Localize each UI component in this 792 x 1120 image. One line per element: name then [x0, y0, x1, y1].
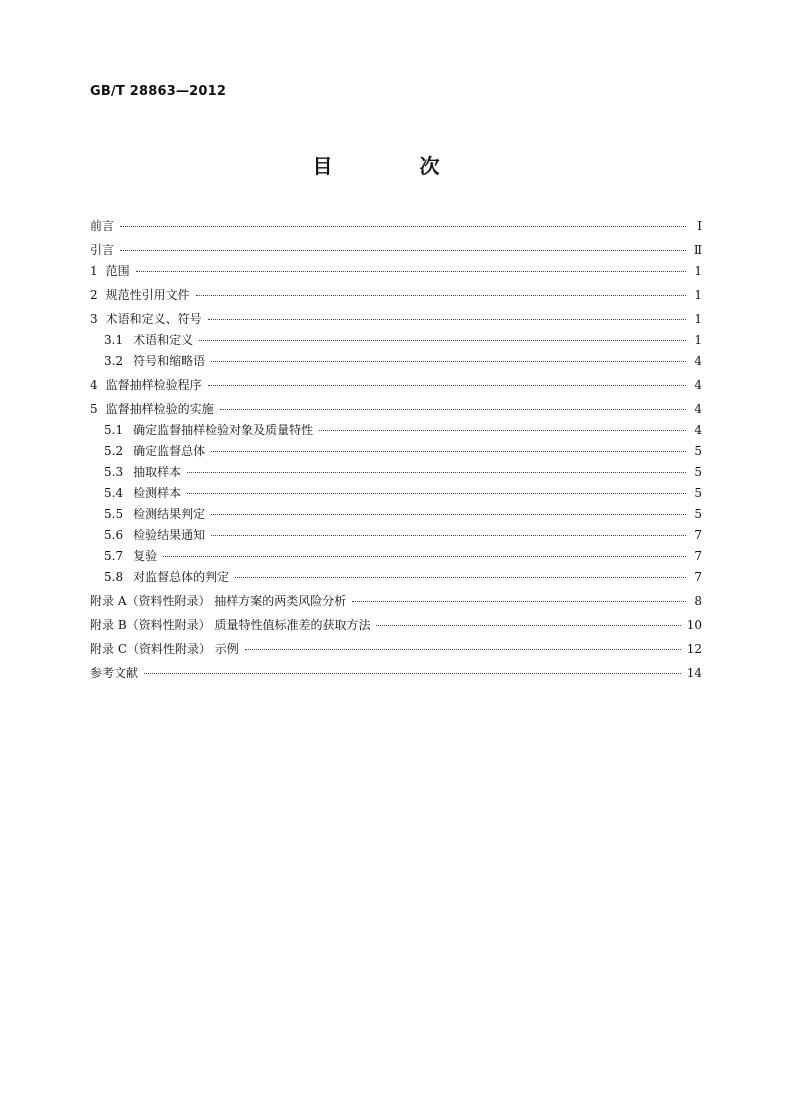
toc-number: 1	[90, 264, 98, 278]
toc-leader	[376, 625, 680, 626]
toc-label: 附录 B（资料性附录） 质量特性值标准差的获取方法	[90, 618, 371, 632]
toc-leader	[211, 535, 686, 536]
toc-number: 5.6	[104, 528, 124, 542]
toc-entry[interactable]	[90, 639, 702, 660]
toc-entry[interactable]	[90, 375, 702, 396]
standard-number: GB/T 28863—2012	[90, 84, 227, 99]
toc-entry[interactable]	[90, 567, 702, 588]
toc-page: 4	[694, 378, 702, 392]
toc-entry[interactable]	[90, 663, 702, 684]
toc-label: 检测结果判定	[133, 507, 206, 521]
toc-number: 5.1	[104, 423, 124, 437]
toc-number: 5.5	[104, 507, 124, 521]
toc-page: 7	[694, 528, 702, 542]
toc-entry[interactable]	[90, 420, 702, 441]
toc-number: 3.1	[104, 333, 124, 347]
toc-leader	[163, 556, 686, 557]
toc-entry[interactable]	[90, 309, 702, 330]
toc-leader	[220, 409, 686, 410]
toc-entry[interactable]	[90, 285, 702, 306]
toc-number: 5.4	[104, 486, 124, 500]
toc-entry[interactable]	[90, 351, 702, 372]
toc-entry[interactable]	[90, 240, 702, 261]
table-of-contents	[90, 216, 702, 684]
toc-label: 检验结果通知	[133, 528, 206, 542]
page-title: 目 次	[312, 154, 480, 178]
toc-page: 1	[694, 333, 702, 347]
toc-label: 附录 C（资料性附录） 示例	[90, 642, 239, 656]
toc-label: 符号和缩略语	[133, 354, 206, 368]
toc-label: 参考文献	[90, 666, 139, 680]
toc-entry[interactable]	[90, 615, 702, 636]
toc-leader	[211, 361, 686, 362]
toc-number: 4	[90, 378, 98, 392]
toc-leader	[208, 319, 686, 320]
toc-entry[interactable]	[90, 483, 702, 504]
toc-page: 10	[686, 618, 702, 632]
toc-page: 7	[694, 570, 702, 584]
toc-leader	[211, 514, 686, 515]
toc-number: 5.2	[104, 444, 124, 458]
toc-leader	[187, 472, 686, 473]
toc-label: 确定监督总体	[133, 444, 206, 458]
toc-number: 2	[90, 288, 98, 302]
toc-entry[interactable]	[90, 261, 702, 282]
toc-label: 术语和定义、符号	[105, 312, 202, 326]
toc-label: 监督抽样检验的实施	[105, 402, 214, 416]
toc-label: 规范性引用文件	[105, 288, 190, 302]
toc-page: 5	[694, 465, 702, 479]
toc-page: 5	[694, 507, 702, 521]
toc-entry[interactable]	[90, 591, 702, 612]
toc-page: 14	[686, 666, 702, 680]
toc-leader	[136, 271, 686, 272]
toc-number: 3	[90, 312, 98, 326]
toc-label: 附录 A（资料性附录） 抽样方案的两类风险分析	[90, 594, 347, 608]
toc-entry[interactable]	[90, 462, 702, 483]
toc-label: 检测样本	[133, 486, 182, 500]
toc-leader	[245, 649, 681, 650]
toc-page: 1	[694, 264, 702, 278]
toc-leader	[199, 340, 686, 341]
toc-label: 术语和定义	[133, 333, 194, 347]
toc-number: 5	[90, 402, 98, 416]
toc-entry[interactable]	[90, 216, 702, 237]
toc-label: 确定监督抽样检验对象及质量特性	[133, 423, 314, 437]
toc-label: 范围	[105, 264, 130, 278]
toc-label: 对监督总体的判定	[133, 570, 230, 584]
toc-page: 12	[686, 642, 702, 656]
toc-label: 抽取样本	[133, 465, 182, 479]
toc-page: Ⅰ	[697, 219, 702, 233]
toc-page: 8	[694, 594, 702, 608]
toc-leader	[208, 385, 686, 386]
toc-entry[interactable]	[90, 441, 702, 462]
toc-label: 复验	[133, 549, 158, 563]
toc-leader	[319, 430, 686, 431]
toc-page: 4	[694, 354, 702, 368]
toc-leader	[196, 295, 686, 296]
toc-entry[interactable]	[90, 546, 702, 567]
toc-page: 1	[694, 312, 702, 326]
toc-number: 5.3	[104, 465, 124, 479]
toc-leader	[144, 673, 681, 674]
toc-leader	[187, 493, 686, 494]
toc-number: 3.2	[104, 354, 124, 368]
toc-page: 7	[694, 549, 702, 563]
toc-leader	[120, 250, 686, 251]
toc-leader	[352, 601, 686, 602]
toc-page: 4	[694, 423, 702, 437]
toc-leader	[120, 226, 686, 227]
toc-page: 5	[694, 486, 702, 500]
toc-entry[interactable]	[90, 399, 702, 420]
toc-entry[interactable]	[90, 525, 702, 546]
toc-page: Ⅱ	[693, 243, 702, 257]
toc-number: 5.7	[104, 549, 124, 563]
toc-number: 5.8	[104, 570, 124, 584]
toc-leader	[235, 577, 686, 578]
toc-page: 1	[694, 288, 702, 302]
toc-page: 5	[694, 444, 702, 458]
toc-leader	[211, 451, 686, 452]
toc-label: 前言	[90, 219, 115, 233]
toc-label: 引言	[90, 243, 115, 257]
toc-entry[interactable]	[90, 504, 702, 525]
toc-entry[interactable]	[90, 330, 702, 351]
toc-page: 4	[694, 402, 702, 416]
toc-label: 监督抽样检验程序	[105, 378, 202, 392]
